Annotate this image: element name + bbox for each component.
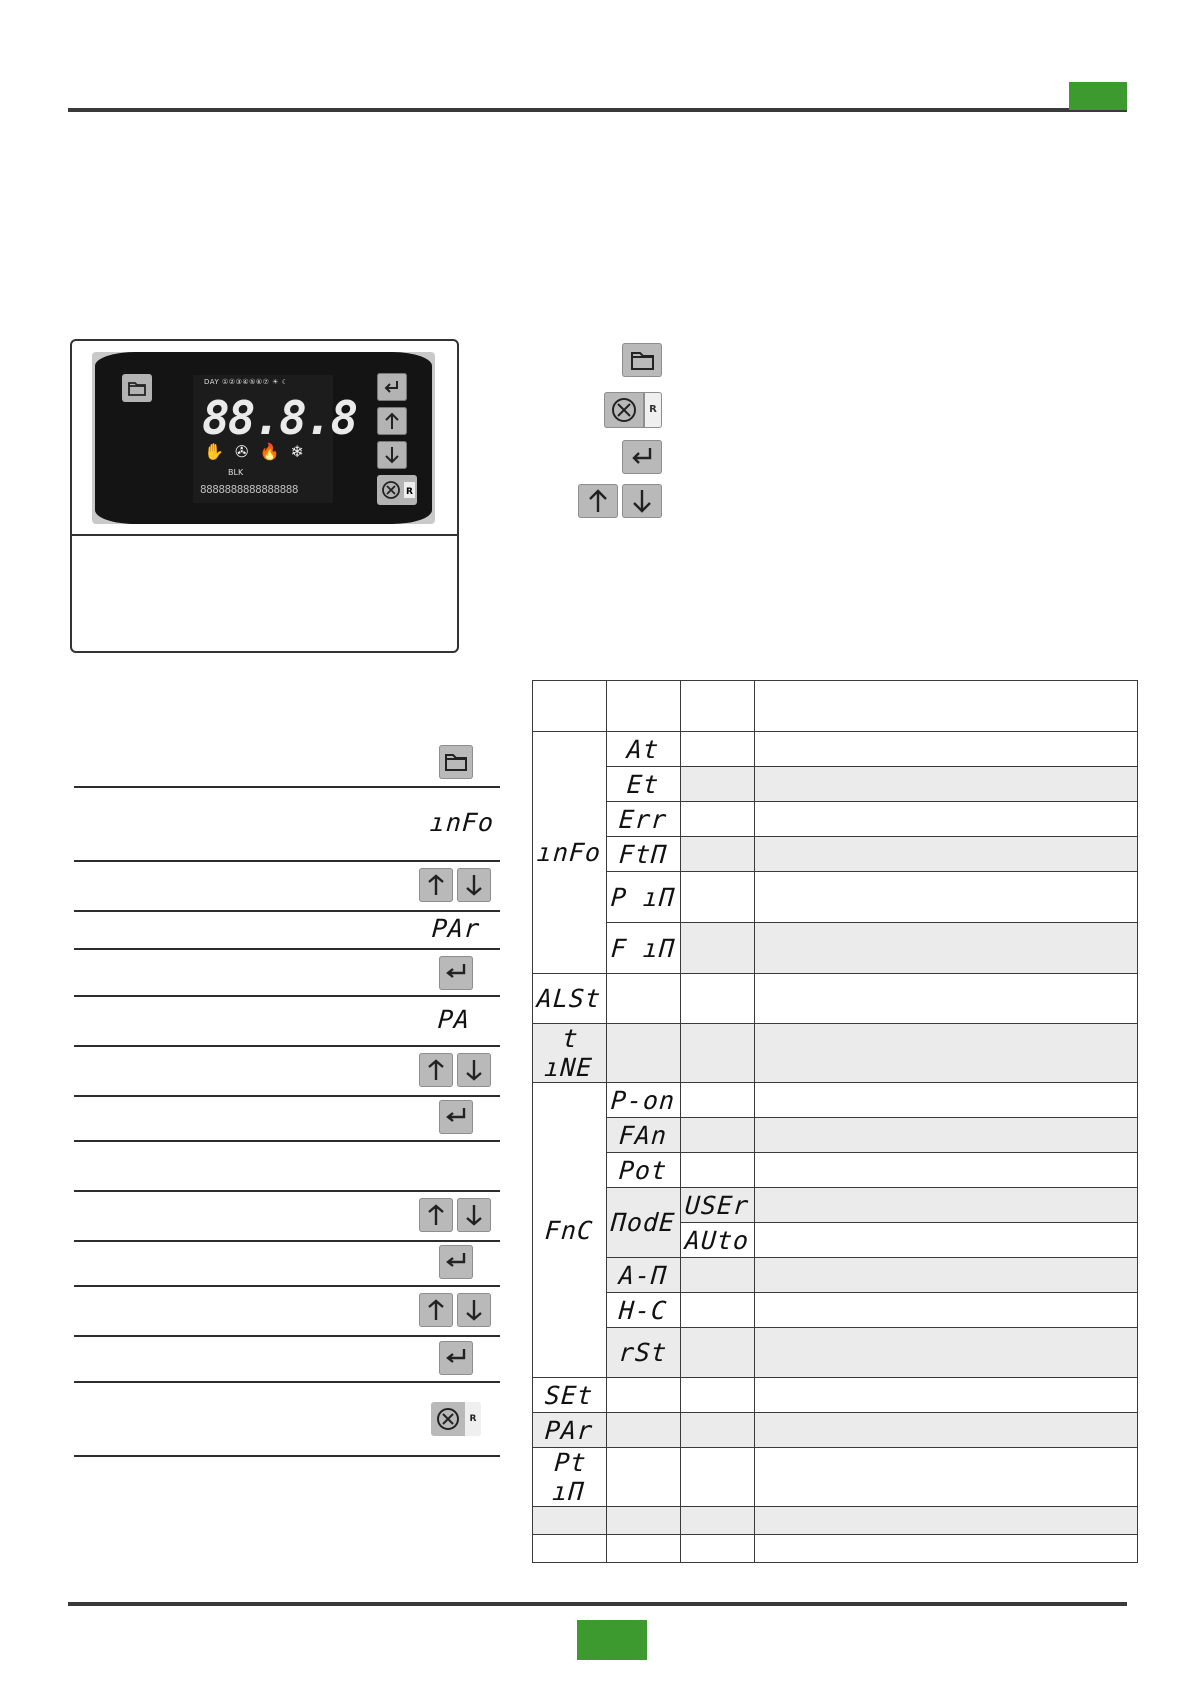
step-divider [74,995,500,997]
header-green-tab [1069,82,1127,110]
arrow-up-icon [578,484,618,518]
device-up-key [377,407,407,435]
legend-down-key [622,484,662,518]
step-menu-key [439,745,473,779]
table-header-row [533,681,1138,732]
step-down-key [457,1293,491,1327]
lcd-day-row: DAY ①②③④⑤⑥⑦ ☀ ☾ [204,378,289,386]
device-down-key [377,441,407,469]
device-caption-divider [70,534,459,536]
table-row: FtП [533,837,1138,872]
step-down-key [457,868,491,902]
legend-reset-key [604,392,662,428]
arrow-down-icon [377,441,407,469]
arrow-up-icon [419,868,453,902]
svg-text:R: R [406,487,413,497]
legend-up-key [578,484,618,518]
device-menu-key [122,374,152,402]
table-row: Pt ıП [533,1448,1138,1507]
table-row: P ıП [533,872,1138,923]
arrow-down-icon [457,1293,491,1327]
reset-r-badge: R [644,392,662,428]
enter-arrow-icon [439,1245,473,1279]
step-divider [74,1140,500,1142]
step-up-key [419,1198,453,1232]
table-row: AUto [533,1223,1138,1258]
step-divider [74,1045,500,1047]
table-row: Err [533,802,1138,837]
folder-icon [622,343,662,377]
device-reset-key [377,475,417,505]
table-row: ПodE USEr [533,1188,1138,1223]
step-enter-key [439,956,473,990]
mute-reset-icon [431,1402,465,1436]
table-row: ınFo At [533,732,1138,767]
step-info-code: ınFo [428,808,496,837]
enter-arrow-icon [439,1341,473,1375]
footer-page-tab [577,1620,647,1660]
lcd-blk-label: BLK [228,468,244,477]
step-divider [74,1335,500,1337]
mute-reset-icon [604,392,644,428]
reset-r-badge: R [465,1402,481,1436]
table-row: Et [533,767,1138,802]
legend-enter-key [622,440,662,474]
table-row: H-C [533,1293,1138,1328]
table-row: FAn [533,1118,1138,1153]
arrow-down-icon [457,1198,491,1232]
step-divider [74,1381,500,1383]
enter-arrow-icon [377,373,407,401]
step-up-key [419,1053,453,1087]
step-enter-key [439,1245,473,1279]
step-pa-code: PA [436,1005,472,1034]
step-enter-key [439,1341,473,1375]
table-row: Pot [533,1153,1138,1188]
step-par-code: PAr [430,914,482,943]
table-row: ALSt [533,974,1138,1024]
table-row: A-П [533,1258,1138,1293]
step-divider [74,1095,500,1097]
table-row [533,1535,1138,1563]
group-cell-info: ınFo [533,732,607,974]
step-up-key [419,868,453,902]
menu-structure-table [532,680,1138,1563]
legend-menu-key [622,343,662,377]
arrow-down-icon [457,1053,491,1087]
arrow-up-icon [419,1293,453,1327]
step-reset-key [431,1402,481,1436]
step-up-key [419,1293,453,1327]
table-row: SEt [533,1378,1138,1413]
lcd-main-digits: 88.8.8 [202,391,357,445]
step-divider [74,786,500,788]
folder-icon [439,745,473,779]
footer-rule [68,1602,1127,1606]
step-divider [74,1455,500,1457]
lcd-icons-row: ✋ ✇ 🔥 ❄ [204,442,307,461]
step-enter-key [439,1100,473,1134]
step-divider [74,1240,500,1242]
step-divider [74,860,500,862]
step-divider [74,1190,500,1192]
mute-reset-icon [377,475,417,505]
table-row: FnC P-on [533,1083,1138,1118]
enter-arrow-icon [622,440,662,474]
table-row: PAr [533,1413,1138,1448]
step-down-key [457,1053,491,1087]
device-enter-key [377,373,407,401]
arrow-up-icon [419,1198,453,1232]
table-row: rSt [533,1328,1138,1378]
arrow-down-icon [622,484,662,518]
table-row: t ıNE [533,1024,1138,1083]
arrow-down-icon [457,868,491,902]
group-cell-fnc: FnC [533,1083,607,1378]
step-divider [74,1285,500,1287]
enter-arrow-icon [439,1100,473,1134]
enter-arrow-icon [439,956,473,990]
step-divider [74,948,500,950]
header-rule [68,108,1127,112]
table-row [533,1507,1138,1535]
table-row: F ıП [533,923,1138,974]
arrow-up-icon [377,407,407,435]
folder-icon [122,374,152,402]
step-down-key [457,1198,491,1232]
step-divider [74,910,500,912]
arrow-up-icon [419,1053,453,1087]
lcd-matrix-row: 8888888888888888 [200,483,298,496]
